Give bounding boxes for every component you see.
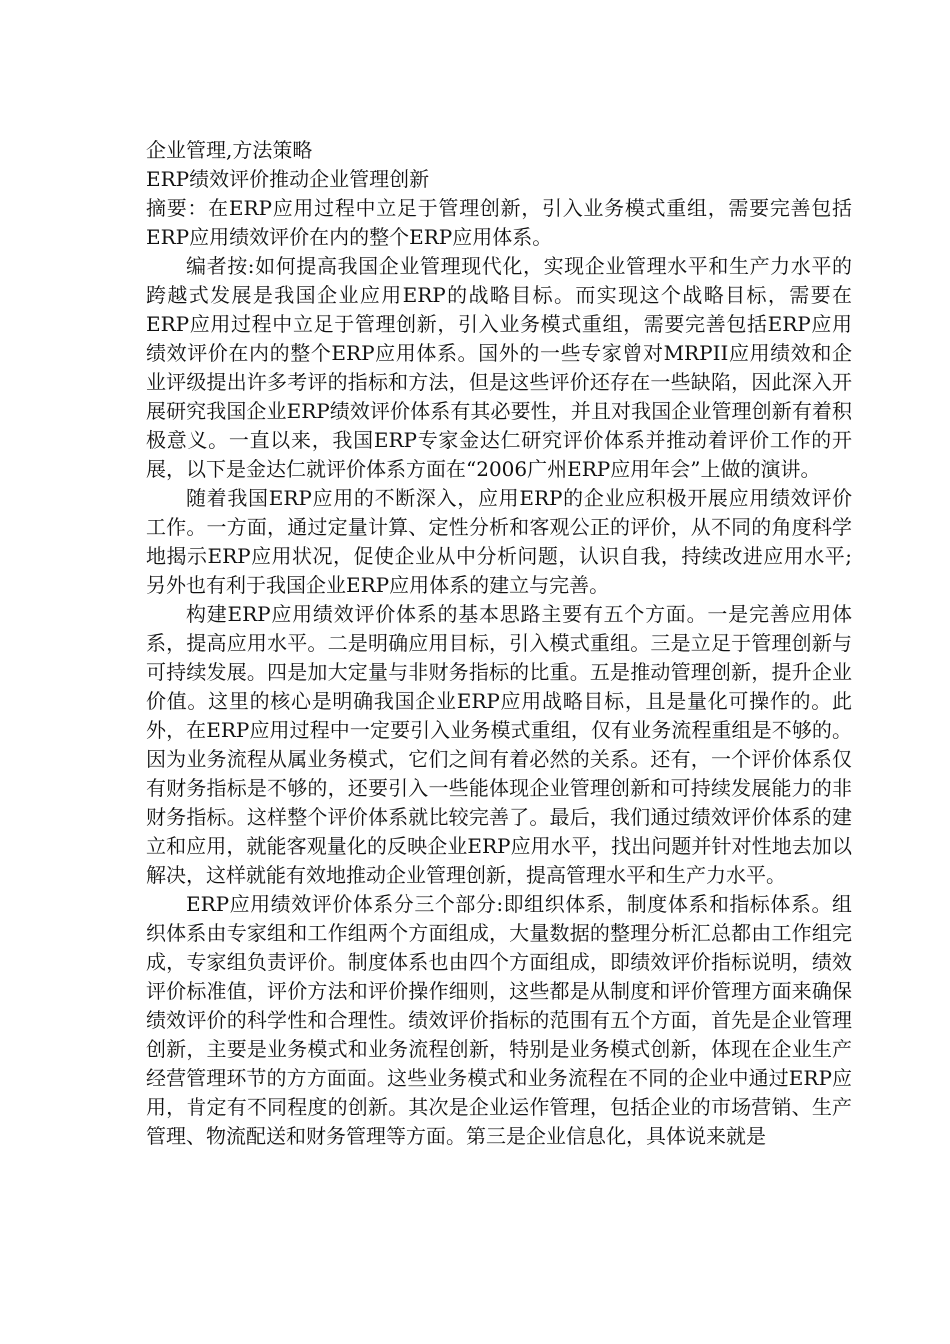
paragraph-three-parts: ERP应用绩效评价体系分三个部分:即组织体系，制度体系和指标体系。组织体系由专家组和工作组两个方面组成，大量数据的整理分析汇总都由工作组完成，专家组负责评价。制度体系也由四个方面组成，即绩效评价指标说明，绩效评价标准值，评价方法和评价操作细则，这些都是从制度和评价管理方面来确保绩效评价的科学性和合理性。绩效评价指标的范围有五个方面，首先是企业管理创新，主要是业务模式和业务流程创新，特别是业务模式创新，体现在企业生产经营管理环节的方方面面。这些业务模式和业务流程在不同的企业中通过ERP应用，肯定有不同程度的创新。其次是企业运作管理，包括企业的市场营销、生产管理、物流配送和财务管理等方面。第三是企业信息化，具体说来就是 (146, 892, 852, 1148)
document-page (146, 136, 852, 1151)
paragraph-evaluation-work: 随着我国ERP应用的不断深入，应用ERP的企业应积极开展应用绩效评价工作。一方面，通过定量计算、定性分析和客观公正的评价，从不同的角度科学地揭示ERP应用状况，促使企业从中分析问题，认识自我，持续改进应用水平;另外也有利于我国企业ERP应用体系的建立与完善。 (146, 486, 852, 597)
document-category: 企业管理,方法策略 (146, 138, 313, 162)
document-title: ERP绩效评价推动企业管理创新 (146, 167, 430, 191)
document-abstract: 摘要：在ERP应用过程中立足于管理创新，引入业务模式重组，需要完善包括ERP应用绩效评价在内的整个ERP应用体系。 (146, 196, 852, 249)
paragraph-editor-note: 编者按:如何提高我国企业管理现代化，实现企业管理水平和生产力水平的跨越式发展是我国企业应用ERP的战略目标。而实现这个战略目标，需要在ERP应用过程中立足于管理创新，引入业务模式重组，需要完善包括ERP应用绩效评价在内的整个ERP应用体系。国外的一些专家曾对MRPII应用绩效和企业评级提出许多考评的指标和方法，但是这些评价还存在一些缺陷，因此深入开展研究我国企业ERP绩效评价体系有其必要性，并且对我国企业管理创新有着积极意义。一直以来，我国ERP专家金达仁研究评价体系并推动着评价工作的开展，以下是金达仁就评价体系方面在“2006广州ERP应用年会”上做的演讲。 (146, 254, 852, 481)
paragraph-five-aspects: 构建ERP应用绩效评价体系的基本思路主要有五个方面。一是完善应用体系，提高应用水平。二是明确应用目标，引入模式重组。三是立足于管理创新与可持续发展。四是加大定量与非财务指标的比重。五是推动管理创新，提升企业价值。这里的核心是明确我国企业ERP应用战略目标，且是量化可操作的。此外，在ERP应用过程中一定要引入业务模式重组，仅有业务流程重组是不够的。因为业务流程从属业务模式，它们之间有着必然的关系。还有，一个评价体系仅有财务指标是不够的，还要引入一些能体现企业管理创新和可持续发展能力的非财务指标。这样整个评价体系就比较完善了。最后，我们通过绩效评价体系的建立和应用，就能客观量化的反映企业ERP应用水平，找出问题并针对性地去加以解决，这样就能有效地推动企业管理创新，提高管理水平和生产力水平。 (146, 602, 852, 887)
